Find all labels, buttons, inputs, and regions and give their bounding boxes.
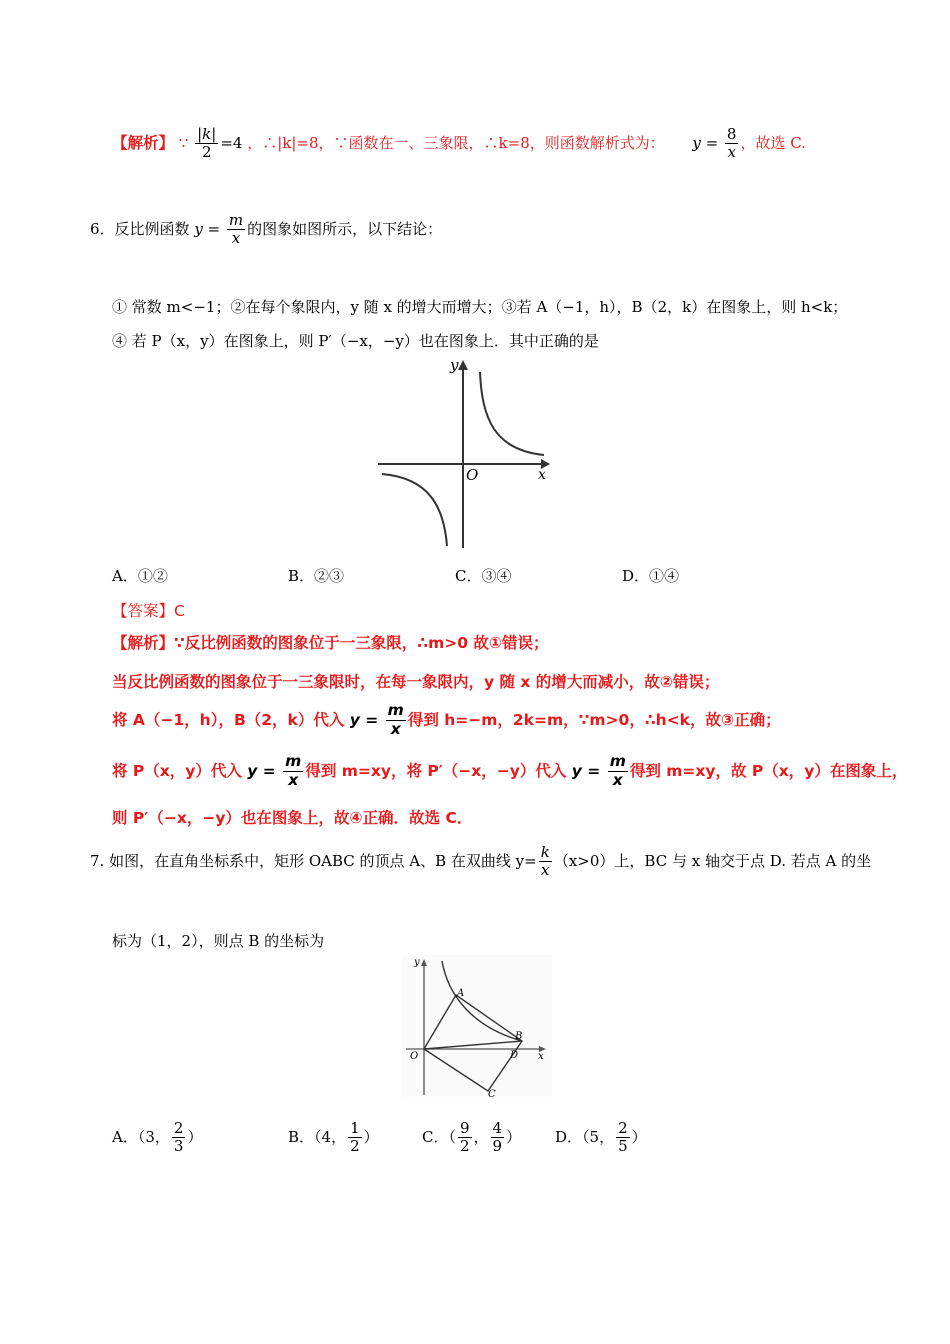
q7-stem-b: （x>0）上，BC 与 x 轴交于点 D. 若点 A 的坐 xyxy=(553,851,872,870)
fraction-m-over-x: $\frac{m}{x}$ xyxy=(228,211,244,248)
y-equals: y = xyxy=(692,133,719,152)
substitute-p-text: 将 P（x，y）代入 xyxy=(112,761,242,780)
hyperbola-branch-q1 xyxy=(480,372,544,455)
fraction-2-over-3: $\frac{2}{3}$ xyxy=(173,1119,184,1156)
point-d-label: D xyxy=(510,1050,519,1061)
substitute-a-b-text: 将 A（−1，h），B（2，k）代入 xyxy=(112,710,345,729)
q7-option-b[interactable]: B．（4， $\frac{1}{2}$ ） xyxy=(288,1119,379,1156)
point-a-label: A xyxy=(457,988,465,999)
hyperbola-branch-q3 xyxy=(382,474,447,546)
q6-solution-3 xyxy=(112,702,781,739)
fraction-m-over-x: $\frac{m}{x}$ xyxy=(285,752,302,789)
point-b-label: B xyxy=(515,1031,523,1042)
q7-option-a[interactable]: A．（3， $\frac{2}{3}$ ） xyxy=(112,1119,203,1156)
y-equals: y = xyxy=(247,761,276,780)
q6-option-a[interactable]: A．①② xyxy=(112,567,168,585)
q7-option-d[interactable]: D．（5， $\frac{2}{5}$ ） xyxy=(555,1119,647,1156)
y-equals: y = xyxy=(194,219,221,238)
q6-option-b[interactable]: B．②③ xyxy=(288,567,345,585)
q6-solution-4 xyxy=(112,753,907,790)
y-equals: y = xyxy=(349,710,379,729)
fraction-1-over-2: $\frac{1}{2}$ xyxy=(350,1119,360,1156)
q6-stem-tail: 的图象如图所示，以下结论： xyxy=(247,219,443,238)
q6-hyperbola-graph xyxy=(374,358,554,548)
solution-label: 【解析】 xyxy=(112,133,175,152)
y-axis-label: y xyxy=(414,957,420,968)
q7-option-c[interactable]: C．（ $\frac{9}{2}$ ， $\frac{4}{9}$ ） xyxy=(422,1119,522,1156)
therefore-text: ，∴|k|=8， xyxy=(247,133,334,152)
q7-rectangle-hyperbola-graph xyxy=(402,955,552,1097)
origin-label: O xyxy=(466,466,479,484)
fraction-4-over-9: $\frac{4}{9}$ xyxy=(492,1119,503,1156)
choose-c-text: ，故选 C. xyxy=(740,133,806,152)
fraction-abs-k-over-2: $\frac{|k|}{2}$ xyxy=(197,125,217,162)
substitute-p-prime-text: 得到 m=xy，将 P′（−x，−y）代入 xyxy=(305,761,567,780)
q6-option-d[interactable]: D．①④ xyxy=(622,567,680,585)
fraction-8-over-x: $\frac{8}{x}$ xyxy=(726,125,737,162)
q6-number: 6．反比例函数 xyxy=(90,219,190,238)
q5-solution-line xyxy=(112,126,806,162)
q7-stem-line2: 标为（1，2），则点 B 的坐标为 xyxy=(112,932,325,950)
q6-answer: 【答案】C xyxy=(112,602,185,620)
point-c-label: C xyxy=(488,1089,496,1097)
y-axis-arrow xyxy=(458,360,468,370)
because-symbol: ∵ xyxy=(178,133,189,152)
p-on-graph-text: 得到 m=xy，故 P（x，y）在图象上， xyxy=(629,761,908,780)
q6-solution-1: 【解析】∵反比例函数的图象位于一三象限，∴m>0 故①错误； xyxy=(112,634,549,652)
q6-stem xyxy=(90,212,442,248)
y-equals: y = xyxy=(571,761,601,780)
q6-statements-1: ① 常数 m<−1；②在每个象限内，y 随 x 的增大而增大；③若 A（−1，h），B（2，k）在图象上，则 h<k； xyxy=(112,298,848,316)
fraction-2-over-5: $\frac{2}{5}$ xyxy=(618,1119,628,1156)
origin-label: O xyxy=(410,1051,419,1062)
x-axis-label: x xyxy=(538,467,546,483)
q6-solution-2: 当反比例函数的图象位于一三象限时，在每一象限内，y 随 x 的增大而减小，故②错误； xyxy=(112,673,720,691)
fraction-9-over-2: $\frac{9}{2}$ xyxy=(459,1119,470,1156)
fraction-m-over-x: $\frac{m}{x}$ xyxy=(387,701,404,738)
equals-four: =4 xyxy=(220,133,243,152)
q6-option-c[interactable]: C．③④ xyxy=(455,567,512,585)
q6-statements-2: ④ 若 P（x，y）在图象上，则 P′（−x，−y）也在图象上．其中正确的是 xyxy=(112,332,599,350)
q7-stem-a: 7. 如图，在直角坐标系中，矩形 OABC 的顶点 A、B 在双曲线 y= xyxy=(90,851,537,870)
fraction-m-over-x: $\frac{m}{x}$ xyxy=(609,752,626,789)
q6-solution-5: 则 P′（−x，−y）也在图象上，故④正确．故选 C． xyxy=(112,809,473,827)
fraction-k-over-x: $\frac{k}{x}$ xyxy=(540,843,550,880)
result-h-less-k-text: 得到 h=−m，2k=m，∵m>0，∴h<k，故③正确； xyxy=(407,710,781,729)
y-axis-label: y xyxy=(450,358,459,374)
reasoning-text: ∵函数在一、三象限，∴k=8，则函数解析式为： xyxy=(333,133,665,152)
x-axis-label: x xyxy=(538,1051,544,1062)
q7-stem xyxy=(90,844,871,880)
